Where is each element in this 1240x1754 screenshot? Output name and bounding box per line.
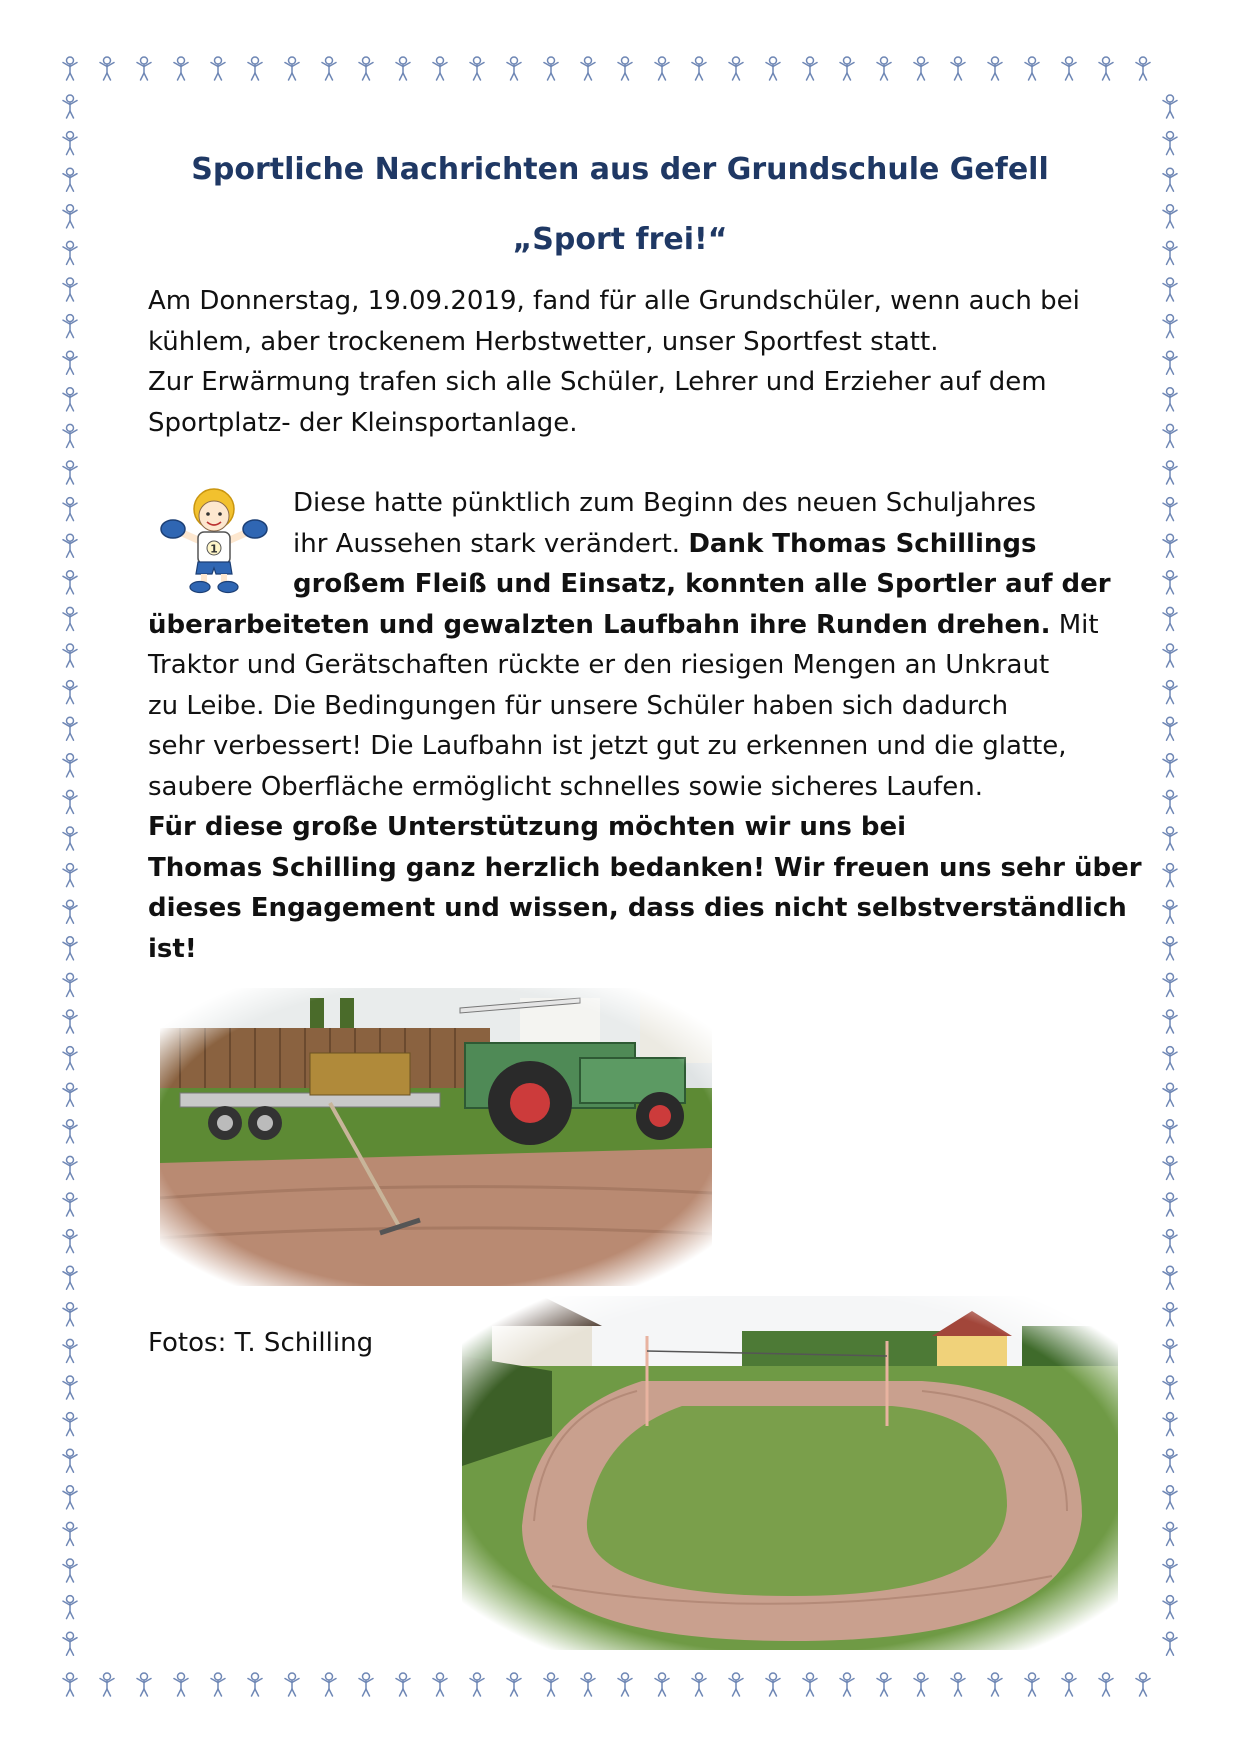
- body-line-12-bold: ist!: [148, 933, 197, 964]
- border-figure-icon: [1163, 388, 1177, 411]
- border-figure-icon: [1163, 1596, 1177, 1619]
- border-figure-icon: [63, 864, 77, 887]
- border-figure-icon: [63, 498, 77, 521]
- border-figure-icon: [655, 57, 669, 80]
- body-line-1: Diese hatte pünktlich zum Beginn des neuen Schuljahres: [293, 488, 1037, 518]
- border-figure-icon: [63, 790, 77, 813]
- border-figure-icon: [137, 57, 151, 80]
- border-figure-icon: [174, 57, 188, 80]
- border-figure-icon: [1163, 498, 1177, 521]
- intro-text: [148, 281, 1098, 443]
- border-figure-icon: [1099, 1673, 1113, 1696]
- border-figure-icon: [1163, 1266, 1177, 1289]
- border-figure-icon: [655, 1673, 669, 1696]
- border-figure-icon: [63, 937, 77, 960]
- border-figure-icon: [618, 57, 632, 80]
- border-figure-icon: [63, 644, 77, 667]
- border-figure-icon: [63, 534, 77, 557]
- border-figure-icon: [951, 57, 965, 80]
- border-figure-icon: [63, 1230, 77, 1253]
- border-figure-icon: [63, 278, 77, 301]
- border-figure-icon: [1163, 351, 1177, 374]
- body-line-10: [148, 848, 1142, 889]
- border-figure-icon: [692, 57, 706, 80]
- border-figure-icon: [766, 57, 780, 80]
- border-figure-icon: [63, 424, 77, 447]
- border-figure-icon: [63, 973, 77, 996]
- body-line-7: sehr verbessert! Die Laufbahn ist jetzt gut zu erkennen und die glatte,: [148, 731, 1067, 761]
- body-line-2-bold: Dank Thomas Schillings: [688, 528, 1037, 559]
- photo-tractor-with-trailer: [160, 988, 712, 1286]
- border-figure-icon: [1163, 607, 1177, 630]
- mascot-shirt-number: 1: [210, 542, 218, 556]
- border-figure-icon: [1163, 754, 1177, 777]
- border-figure-icon: [63, 1010, 77, 1033]
- body-line-4-bold: überarbeiteten und gewalzten Laufbahn ihre Runden drehen.: [148, 609, 1051, 640]
- border-figure-icon: [1163, 1413, 1177, 1436]
- border-figure-icon: [877, 57, 891, 80]
- border-figure-icon: [63, 1156, 77, 1179]
- border-figure-icon: [1163, 1449, 1177, 1472]
- border-figure-icon: [285, 57, 299, 80]
- border-figure-icon: [544, 1673, 558, 1696]
- body-line-5: Traktor und Gerätschaften rückte er den riesigen Mengen an Unkraut: [148, 650, 1050, 680]
- border-figure-icon: [63, 1486, 77, 1509]
- border-figure-icon: [211, 1673, 225, 1696]
- border-figure-icon: [359, 1673, 373, 1696]
- border-figure-icon: [63, 1193, 77, 1216]
- border-figure-icon: [1163, 278, 1177, 301]
- border-figure-icon: [63, 1083, 77, 1106]
- border-figure-icon: [1163, 717, 1177, 740]
- border-figure-icon: [433, 57, 447, 80]
- intro-paragraph-1: Am Donnerstag, 19.09.2019, fand für alle Grundschüler, wenn auch bei kühlem, aber trockenem Herbstwetter, unser Sportfest statt.: [148, 286, 1080, 357]
- border-figure-icon: [840, 57, 854, 80]
- body-line-2-text: ihr Aussehen stark verändert.: [293, 528, 689, 559]
- border-figure-icon: [1163, 1632, 1177, 1655]
- border-figure-icon: [63, 1266, 77, 1289]
- border-figure-icon: [63, 388, 77, 411]
- border-figure-icon: [988, 57, 1002, 80]
- border-figure-icon: [1163, 1376, 1177, 1399]
- border-figure-icon: [1163, 424, 1177, 447]
- border-figure-icon: [1163, 95, 1177, 118]
- border-figure-icon: [581, 1673, 595, 1696]
- border-figure-icon: [63, 1376, 77, 1399]
- border-figure-icon: [63, 827, 77, 850]
- border-figure-icon: [248, 1673, 262, 1696]
- intro-paragraph-2: Zur Erwärmung trafen sich alle Schüler, Lehrer und Erzieher auf dem Sportplatz- der Kleinsportanlage.: [148, 367, 1047, 438]
- border-figure-icon: [1163, 1486, 1177, 1509]
- border-figure-icon: [1163, 534, 1177, 557]
- border-figure-icon: [914, 57, 928, 80]
- border-figure-icon: [692, 1673, 706, 1696]
- border-figure-icon: [1163, 571, 1177, 594]
- border-figure-icon: [729, 1673, 743, 1696]
- border-figure-icon: [396, 1673, 410, 1696]
- border-figure-icon: [63, 1303, 77, 1326]
- border-figure-icon: [1163, 1339, 1177, 1362]
- border-figure-icon: [248, 57, 262, 80]
- border-figure-icon: [359, 57, 373, 80]
- border-figure-icon: [63, 1522, 77, 1545]
- border-figure-icon: [63, 900, 77, 923]
- border-figure-icon: [1025, 1673, 1039, 1696]
- border-figure-icon: [63, 1673, 77, 1696]
- body-line-8: saubere Oberfläche ermöglicht schnelles sowie sicheres Laufen.: [148, 771, 983, 802]
- border-figure-icon: [63, 1632, 77, 1655]
- border-figure-icon: [1062, 57, 1076, 80]
- border-figure-icon: [988, 1673, 1002, 1696]
- border-figure-icon: [1163, 1156, 1177, 1179]
- border-figure-icon: [1163, 790, 1177, 813]
- border-figure-icon: [63, 607, 77, 630]
- border-figure-icon: [1163, 1010, 1177, 1033]
- body-line-12: [148, 929, 1098, 970]
- body-line-10-bold: Thomas Schilling ganz herzlich bedanken! Wir freuen uns sehr über: [148, 852, 1142, 883]
- border-figure-icon: [1025, 57, 1039, 80]
- border-figure-icon: [1163, 1230, 1177, 1253]
- border-figure-icon: [803, 57, 817, 80]
- border-figure-icon: [63, 351, 77, 374]
- border-figure-icon: [470, 57, 484, 80]
- body-line-2: [148, 524, 1098, 565]
- border-figure-icon: [100, 57, 114, 80]
- photo-running-track: [462, 1296, 1118, 1650]
- body-line-9-bold: Für diese große Unterstützung möchten wir uns bei: [148, 812, 907, 842]
- border-figure-icon: [914, 1673, 928, 1696]
- border-figure-icon: [63, 1449, 77, 1472]
- border-figure-icon: [507, 1673, 521, 1696]
- border-figure-icon: [322, 1673, 336, 1696]
- border-figure-icon: [1163, 1083, 1177, 1106]
- border-figure-icon: [1163, 644, 1177, 667]
- border-figure-icon: [1163, 1120, 1177, 1143]
- border-figure-icon: [174, 1673, 188, 1696]
- border-figure-icon: [840, 1673, 854, 1696]
- article-body: [148, 483, 1142, 969]
- border-figure-icon: [63, 1413, 77, 1436]
- body-line-3: [148, 564, 1111, 605]
- border-figure-icon: [1099, 57, 1113, 80]
- border-figure-icon: [63, 1339, 77, 1362]
- border-figure-icon: [322, 57, 336, 80]
- photo-caption: Fotos: T. Schilling: [148, 1328, 374, 1358]
- border-figure-icon: [100, 1673, 114, 1696]
- border-figure-icon: [63, 571, 77, 594]
- border-figure-icon: [63, 95, 77, 118]
- border-figure-icon: [1163, 1193, 1177, 1216]
- border-figure-icon: [1062, 1673, 1076, 1696]
- border-figure-icon: [1163, 1522, 1177, 1545]
- body-line-11-bold: dieses Engagement und wissen, dass dies nicht selbstverständlich: [148, 893, 1127, 923]
- border-figure-icon: [1163, 827, 1177, 850]
- border-figure-icon: [544, 57, 558, 80]
- border-figure-icon: [951, 1673, 965, 1696]
- border-figure-icon: [433, 1673, 447, 1696]
- border-figure-icon: [63, 1120, 77, 1143]
- border-figure-icon: [1163, 1303, 1177, 1326]
- border-figure-icon: [729, 57, 743, 80]
- body-line-11: [148, 888, 1127, 929]
- border-figure-icon: [396, 57, 410, 80]
- border-figure-icon: [63, 1047, 77, 1070]
- border-figure-icon: [63, 315, 77, 338]
- border-figure-icon: [1136, 1673, 1150, 1696]
- border-figure-icon: [1163, 973, 1177, 996]
- border-figure-icon: [1136, 57, 1150, 80]
- border-figure-icon: [285, 1673, 299, 1696]
- border-figure-icon: [1163, 681, 1177, 704]
- border-figure-icon: [63, 754, 77, 777]
- border-figure-icon: [63, 717, 77, 740]
- border-figure-icon: [1163, 315, 1177, 338]
- border-figure-icon: [877, 1673, 891, 1696]
- page-subtitle: „Sport frei!“: [512, 222, 728, 257]
- body-line-3-bold: großem Fleiß und Einsatz, konnten alle Sportler auf der: [293, 569, 1111, 599]
- border-figure-icon: [618, 1673, 632, 1696]
- page-title: Sportliche Nachrichten aus der Grundschule Gefell: [191, 152, 1049, 187]
- border-figure-icon: [766, 1673, 780, 1696]
- border-figure-icon: [137, 1673, 151, 1696]
- border-figure-icon: [470, 1673, 484, 1696]
- border-figure-icon: [1163, 864, 1177, 887]
- body-line-6: zu Leibe. Die Bedingungen für unsere Schüler haben sich dadurch: [148, 690, 1009, 721]
- border-figure-icon: [63, 461, 77, 484]
- border-figure-icon: [1163, 461, 1177, 484]
- border-figure-icon: [211, 57, 225, 80]
- body-line-4-text: Mit: [1050, 609, 1099, 640]
- border-figure-icon: [581, 57, 595, 80]
- border-figure-icon: [63, 1596, 77, 1619]
- border-figure-icon: [63, 681, 77, 704]
- body-line-4: [148, 605, 1098, 646]
- border-figure-icon: [1163, 900, 1177, 923]
- border-figure-icon: [1163, 937, 1177, 960]
- border-figure-icon: [507, 57, 521, 80]
- border-figure-icon: [803, 1673, 817, 1696]
- border-figure-icon: [63, 1559, 77, 1582]
- border-figure-icon: [63, 57, 77, 80]
- border-figure-icon: [1163, 1559, 1177, 1582]
- body-line-9: [148, 807, 1098, 848]
- border-figure-icon: [1163, 1047, 1177, 1070]
